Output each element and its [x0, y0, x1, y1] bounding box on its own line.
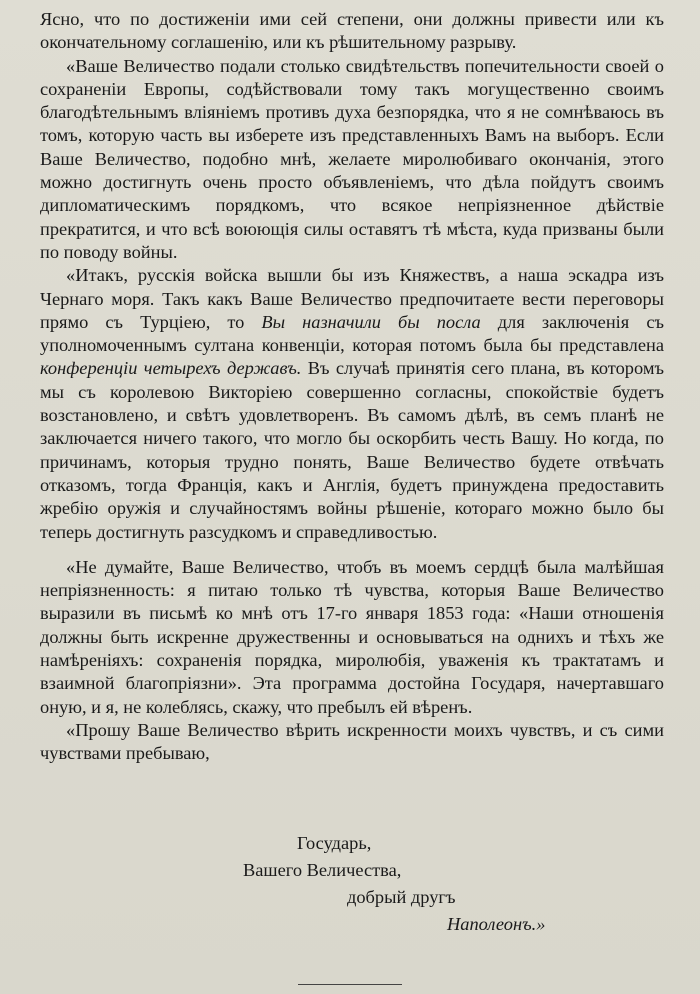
- signature-name: Наполеонъ.»: [447, 914, 546, 934]
- paragraph-3-part-1: «Итакъ, русскія войска вышли бы изъ Княжествъ, а наша эскадра изъ Чернаго моря. Такъ какъ Ваше Величество предпочитаете вести переговоры прямо съ Турціею, то: [40, 265, 664, 332]
- paragraph-1: Ясно, что по достиженіи ими сей степени, они должны привести или къ окончательному соглашенію, или къ рѣшительному разрыву.: [40, 9, 664, 53]
- signature-salutation: Государь,: [297, 833, 372, 853]
- paragraph-2: «Ваше Величество подали столько свидѣтельствъ попечительности своей о сохраненіи Европы, содѣйствовали тому такъ могущественно своимъ благодѣтельнымъ вліяніемъ противъ духа безпорядка, что я не сомнѣваюсь въ томъ, которую часть вы изберете изъ представленныхъ Вамъ на выборъ. Если Ваше Величество, подобно мнѣ, желаете миролюбиваго окончанія, этого можно достигнуть очень просто объявленіемъ, что дѣла пойдутъ своимъ дипломатическимъ порядкомъ, что всякое непріязненное дѣйствіе прекратится, и что всѣ воюющія силы оставятъ тѣ мѣста, куда призваны были по поводу войны.: [40, 55, 664, 262]
- paragraph-3-emphasis-2: конференціи четырехъ державъ.: [40, 358, 302, 379]
- signature-title: Вашего Величества,: [243, 860, 402, 880]
- paragraph-4: «Не думайте, Ваше Величество, чтобъ въ моемъ сердцѣ была малѣйшая непріязненность: я питаю только тѣ чувства, которыя Ваше Величество выразили въ письмѣ ко мнѣ отъ 17-го января 1853 года: «Наши отношенія должны быть искренне дружественны и основываться на однихъ и тѣхъ же намѣреніяхъ: сохраненія порядка, миролюбія, уваженія къ трактатамъ и взаимной благопріязни». Эта программа достойна Государя, начертавшаго оную, и я, не колеблясь, скажу, что пребылъ ей вѣренъ.: [40, 556, 664, 717]
- end-rule: [298, 984, 402, 985]
- paragraph-5: «Прошу Ваше Величество вѣрить искренности моихъ чувствъ, и съ сими чувствами пребываю,: [40, 719, 664, 764]
- paragraph-3-part-3: Въ случаѣ принятія сего плана, въ которомъ мы съ королевою Викторіею совершенно согласны, спокойствіе будетъ возстановлено, и свѣтъ удовлетворенъ. Въ самомъ дѣлѣ, въ семъ планѣ не заключается ничего такого, что могло бы оскорбить честь Вашу. Но когда, по причинамъ, которыя трудно понять, Ваше Величество будете отвѣчать отказомъ, тогда Франція, какъ и Англія, будетъ принуждена предоставить жребію оружія и случайностямъ войны рѣшеніе, котораго можно было бы теперь достигнуть разсудкомъ и справедливостью.: [40, 358, 664, 542]
- signature-closing: добрый другъ: [347, 887, 456, 907]
- paragraph-3-part-2: для заключенія съ уполномоченнымъ султана конвенціи, которая потомъ была бы представлена: [40, 311, 664, 356]
- paragraph-3-emphasis-1: Вы назначили бы посла: [261, 311, 481, 332]
